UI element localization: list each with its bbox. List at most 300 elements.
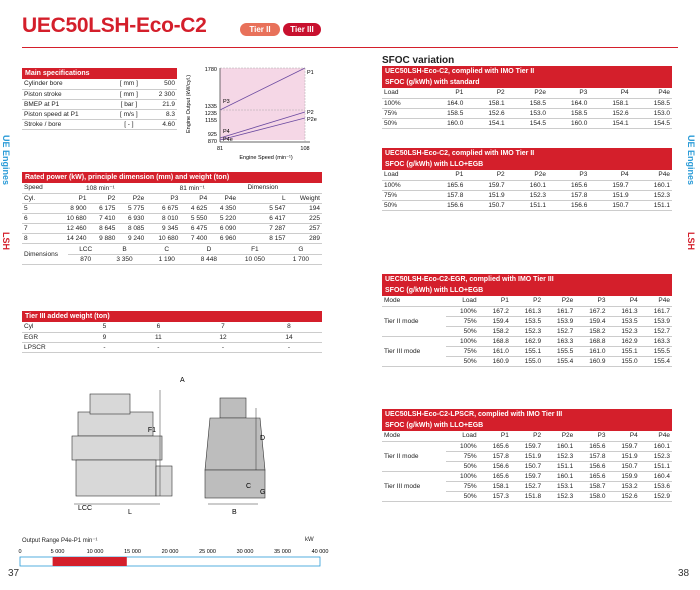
table-cell: 152.3	[631, 190, 672, 200]
table-cell: 50%	[382, 118, 424, 128]
side-tab-ue-engines-right: UE Engines	[686, 135, 696, 186]
rated-power-header: Rated power (kW), principle dimension (mm) and weight (ton)	[22, 172, 322, 183]
table-cell: 159.9	[607, 471, 639, 481]
table-row	[22, 79, 177, 89]
table-cell: 152.7	[511, 481, 543, 491]
table-row	[382, 441, 672, 451]
table-cell: 151.9	[511, 451, 543, 461]
point-label-p2e: P2e	[307, 117, 317, 123]
table-cell: 8 157	[238, 233, 287, 243]
table-cell: 158.7	[575, 481, 607, 491]
dim-value: 3 350	[103, 255, 145, 265]
table-cell: 155.5	[640, 346, 672, 356]
col-header: P1	[54, 193, 88, 203]
table-cell: 150.7	[465, 200, 506, 210]
col-header: P4	[607, 431, 639, 441]
table-cell: 161.3	[511, 306, 543, 316]
range-tick: 25 000	[199, 549, 216, 555]
table-cell: 158.5	[507, 98, 548, 108]
table-cell: 5 547	[238, 203, 287, 213]
col-header: P2	[511, 296, 543, 306]
table-cell: 6 960	[209, 233, 238, 243]
table-row	[22, 332, 322, 342]
table-cell: 151.8	[511, 491, 543, 501]
point-label-p4: P4	[223, 129, 230, 135]
col-header: P4e	[631, 170, 672, 180]
table-cell: 100%	[382, 180, 424, 190]
table-row	[22, 99, 177, 109]
table-row	[22, 245, 322, 255]
table-cell: 164.0	[548, 98, 589, 108]
table-cell: 158.5	[631, 98, 672, 108]
table-cell: 158.1	[479, 481, 511, 491]
col-header: P4	[589, 88, 630, 98]
x-tick: 108	[300, 146, 310, 152]
speed-81: 81 min⁻¹	[146, 183, 238, 193]
engine-drawing	[60, 370, 320, 530]
cyl-value: 6	[127, 322, 190, 332]
dim-header: F1	[230, 245, 280, 255]
dim-value: 8 448	[188, 255, 230, 265]
col-header: P3	[575, 296, 607, 306]
speed-108: 108 min⁻¹	[54, 183, 146, 193]
table-cell: 158.2	[575, 326, 607, 336]
table-cell: 152.3	[543, 491, 575, 501]
dim-value: 1 190	[146, 255, 188, 265]
main-specs-section	[22, 68, 177, 130]
table-cell: 14 240	[54, 233, 88, 243]
table-cell: 155.1	[511, 346, 543, 356]
weight-value: 12	[190, 332, 256, 342]
table-row	[22, 342, 322, 352]
table-cell: 8 900	[54, 203, 88, 213]
col-header: P1	[479, 431, 511, 441]
cyl-value: 7	[190, 322, 256, 332]
mode-label: Tier III mode	[382, 471, 446, 501]
side-tab-lsh-left: LSH	[1, 232, 11, 250]
col-header: P2e	[543, 296, 575, 306]
col-header: P2	[511, 431, 543, 441]
table-cell: 157.3	[479, 491, 511, 501]
dim-value: 870	[68, 255, 103, 265]
sfoc-grid	[382, 296, 672, 367]
table-cell: 165.6	[479, 441, 511, 451]
mode-label: Tier II mode	[382, 441, 446, 471]
y-axis-label: Engine Output (kW/cyl.)	[186, 74, 192, 134]
table-cell: 8 085	[117, 223, 146, 233]
table-cell: 12 460	[54, 223, 88, 233]
table-cell: 151.1	[543, 461, 575, 471]
table-row	[22, 183, 322, 193]
label-c: C	[246, 483, 252, 490]
side-tab-lsh-right: LSH	[686, 232, 696, 250]
sfoc-header: UEC50LSH-Eco-C2-LPSCR, complied with IMO Tier III	[382, 409, 672, 420]
range-fill	[53, 557, 127, 566]
col-header: Mode	[382, 296, 446, 306]
table-cell: 289	[288, 233, 322, 243]
engine-turbo	[90, 394, 130, 414]
table-cell: 75%	[382, 190, 424, 200]
table-cell: 156.6	[548, 200, 589, 210]
table-cell: 158.2	[479, 326, 511, 336]
table-cell: 153.9	[543, 316, 575, 326]
table-cell: 160.1	[631, 180, 672, 190]
col-header: P2e	[507, 170, 548, 180]
table-cell: 8 010	[146, 213, 180, 223]
col-header: Load	[446, 431, 479, 441]
table-cell: 160.0	[548, 118, 589, 128]
col-header: P1	[479, 296, 511, 306]
table-cell: 152.6	[607, 491, 639, 501]
label-l: L	[128, 509, 132, 516]
table-cell: 158.0	[575, 491, 607, 501]
table-cell: 10 680	[54, 213, 88, 223]
table-cell: 163.3	[640, 336, 672, 346]
table-row	[22, 119, 177, 129]
label-f1: F1	[147, 427, 156, 434]
table-cell: 75%	[446, 451, 479, 461]
table-cell: 8 645	[89, 223, 118, 233]
table-cell: 160.9	[575, 356, 607, 366]
sfoc-table-2	[382, 148, 672, 211]
table-cell: 9 880	[89, 233, 118, 243]
sfoc-subheader: SFOC (g/kWh) with LLO+EGB	[382, 420, 672, 431]
tier3-weight-header: Tier III added weight (ton)	[22, 311, 322, 322]
col-header: P4e	[209, 193, 238, 203]
table-cell: 100%	[446, 471, 479, 481]
col-header: L	[238, 193, 287, 203]
table-cell: 160.9	[479, 356, 511, 366]
table-cell: 151.1	[640, 461, 672, 471]
output-range-unit: kW	[305, 537, 314, 543]
table-cell: 6 675	[146, 203, 180, 213]
col-header: P4	[607, 296, 639, 306]
title-divider	[22, 47, 678, 48]
table-cell: 150.7	[589, 200, 630, 210]
output-range-label: Output Range P4e-P1 min⁻¹	[22, 538, 98, 544]
table-cell: 155.1	[607, 346, 639, 356]
col-header: Load	[382, 88, 424, 98]
table-cell: 158.1	[589, 98, 630, 108]
table-cell: 100%	[446, 336, 479, 346]
table-cell: 165.6	[479, 471, 511, 481]
table-cell: 150.7	[511, 461, 543, 471]
table-cell: 160.4	[640, 471, 672, 481]
table-cell: 165.6	[548, 180, 589, 190]
table-cell: 155.0	[511, 356, 543, 366]
dimensions-table	[22, 245, 322, 266]
table-cell: 160.1	[543, 441, 575, 451]
table-cell: 5	[22, 203, 54, 213]
sfoc-header: UEC50LSH-Eco-C2, complied with IMO Tier II	[382, 66, 672, 77]
table-cell: 154.1	[589, 118, 630, 128]
y-tick: 925	[207, 132, 217, 138]
table-row	[22, 322, 322, 332]
engine-top-block	[78, 412, 153, 436]
front-bedplate	[205, 470, 265, 498]
table-cell: 151.9	[589, 190, 630, 200]
table-cell: 151.1	[631, 200, 672, 210]
sfoc-grid	[382, 88, 672, 129]
table-cell: 161.0	[575, 346, 607, 356]
point-label-p1: P1	[307, 70, 314, 76]
table-cell: 161.7	[640, 306, 672, 316]
weight-value: 11	[127, 332, 190, 342]
engine-flywheel	[156, 466, 172, 496]
table-cell: 168.8	[575, 336, 607, 346]
y-tick: 1155	[205, 118, 217, 124]
table-row	[382, 471, 672, 481]
spec-unit: [ m/s ]	[112, 109, 146, 119]
table-cell: 156.6	[575, 461, 607, 471]
y-tick: 1335	[204, 104, 217, 110]
cyl-value: 5	[82, 322, 127, 332]
dim-value: 1 700	[280, 255, 322, 265]
col-header: P2	[89, 193, 118, 203]
table-cell: 163.3	[543, 336, 575, 346]
table-cell: 100%	[446, 306, 479, 316]
table-cell: 50%	[382, 200, 424, 210]
y-tick: 870	[207, 139, 217, 145]
dim-header: LCC	[68, 245, 103, 255]
table-cell: 151.1	[507, 200, 548, 210]
table-cell: 151.9	[465, 190, 506, 200]
table-cell: 75%	[446, 316, 479, 326]
rated-power-section	[22, 172, 322, 265]
label-a: A	[180, 377, 185, 384]
table-cell: 159.4	[575, 316, 607, 326]
range-tick: 10 000	[86, 549, 104, 555]
range-tick: 35 000	[274, 549, 291, 555]
col-header: P4e	[631, 88, 672, 98]
sfoc-table-1	[382, 66, 672, 129]
table-cell: 157.8	[575, 451, 607, 461]
table-row	[22, 203, 322, 213]
table-cell: 165.6	[575, 441, 607, 451]
table-cell: 160.1	[543, 471, 575, 481]
speed-label: Speed	[22, 183, 54, 193]
spec-value: 4.60	[146, 119, 177, 129]
dimension-label: Dimension	[238, 183, 287, 193]
dim-header: D	[188, 245, 230, 255]
main-specs-header: Main specifications	[22, 68, 177, 79]
table-cell: 154.5	[507, 118, 548, 128]
sfoc-table-4	[382, 409, 672, 502]
table-cell: 156.6	[479, 461, 511, 471]
table-cell: 153.5	[511, 316, 543, 326]
table-cell: 167.2	[479, 306, 511, 316]
tier3-weight-table	[22, 322, 322, 353]
col-header: P3	[146, 193, 180, 203]
cyl-label: Cyl.	[22, 193, 54, 203]
range-tick: 5 000	[50, 549, 65, 555]
page-title: UEC50LSH-Eco-C2	[22, 14, 207, 37]
table-cell: 257	[288, 223, 322, 233]
table-cell: 6 090	[209, 223, 238, 233]
table-cell: 6 417	[238, 213, 287, 223]
rated-power-table	[22, 183, 322, 244]
table-cell: 75%	[382, 108, 424, 118]
output-range-bar	[14, 543, 334, 573]
spec-label: Piston stroke	[22, 89, 112, 99]
table-cell: 159.4	[479, 316, 511, 326]
table-row	[382, 200, 672, 210]
range-tick: 20 000	[161, 549, 179, 555]
sfoc-header: UEC50LSH-Eco-C2, complied with IMO Tier II	[382, 148, 672, 159]
table-cell: 153.1	[543, 481, 575, 491]
table-cell: 153.5	[607, 316, 639, 326]
weight-value: -	[256, 342, 322, 352]
main-specs-table	[22, 79, 177, 130]
col-header: P1	[424, 170, 465, 180]
table-cell: 159.7	[465, 180, 506, 190]
table-cell: 100%	[382, 98, 424, 108]
label-g: G	[260, 489, 266, 496]
sfoc-grid	[382, 431, 672, 502]
table-cell: 152.6	[465, 108, 506, 118]
table-row	[22, 89, 177, 99]
table-cell: 5 550	[180, 213, 209, 223]
dimensions-label: Dimensions	[22, 245, 68, 265]
table-cell: 159.7	[511, 441, 543, 451]
side-tab-ue-engines-left: UE Engines	[1, 135, 11, 186]
table-cell: 162.9	[607, 336, 639, 346]
table-cell: 151.9	[607, 451, 639, 461]
table-cell: 155.4	[543, 356, 575, 366]
table-cell: 100%	[446, 441, 479, 451]
dim-value: 10 050	[230, 255, 280, 265]
sfoc-header: UEC50LSH-Eco-C2-EGR, complied with IMO Tier III	[382, 274, 672, 285]
table-row	[382, 306, 672, 316]
tier-ii-badge: Tier II	[240, 23, 280, 36]
table-cell: 75%	[446, 346, 479, 356]
point-label-p2: P2	[307, 110, 314, 116]
table-cell: 159.7	[589, 180, 630, 190]
sfoc-subheader: SFOC (g/kWh) with LLO+EGB	[382, 159, 672, 170]
range-tick: 40 000	[311, 549, 329, 555]
label-b: B	[232, 509, 237, 516]
table-cell: 153.0	[507, 108, 548, 118]
x-axis-label: Engine Speed (min⁻¹)	[239, 155, 293, 161]
cyl-value: 8	[256, 322, 322, 332]
tier3-weight-section	[22, 311, 322, 353]
table-cell: 164.0	[424, 98, 465, 108]
table-row	[382, 98, 672, 108]
table-cell: 4 350	[209, 203, 238, 213]
table-cell: 153.2	[607, 481, 639, 491]
table-cell: 6 175	[89, 203, 118, 213]
range-tick: 0	[18, 549, 22, 555]
table-cell: 6 475	[180, 223, 209, 233]
label-d: D	[260, 435, 266, 442]
table-cell: 165.6	[575, 471, 607, 481]
spec-value: 21.9	[146, 99, 177, 109]
table-cell: 10 680	[146, 233, 180, 243]
engine-layout-chart	[180, 62, 340, 170]
table-row	[22, 213, 322, 223]
table-cell: 7	[22, 223, 54, 233]
table-cell: 9 345	[146, 223, 180, 233]
table-cell: 152.3	[543, 451, 575, 461]
table-cell: 153.0	[631, 108, 672, 118]
col-header: P2e	[507, 88, 548, 98]
table-cell: 161.0	[479, 346, 511, 356]
table-cell: 7 400	[180, 233, 209, 243]
table-cell: 194	[288, 203, 322, 213]
table-cell: 156.6	[424, 200, 465, 210]
spec-value: 500	[146, 79, 177, 89]
table-cell: 154.1	[465, 118, 506, 128]
table-row	[382, 118, 672, 128]
weight-value: -	[127, 342, 190, 352]
col-header: Weight	[288, 193, 322, 203]
table-cell: 155.5	[543, 346, 575, 356]
table-row	[382, 190, 672, 200]
spec-unit: [ bar ]	[112, 99, 146, 109]
table-cell: 160.1	[640, 441, 672, 451]
engine-bedplate	[76, 460, 156, 496]
table-cell: 159.7	[511, 471, 543, 481]
col-header: Load	[382, 170, 424, 180]
table-cell: 6 930	[117, 213, 146, 223]
table-row	[382, 170, 672, 180]
table-cell: 50%	[446, 461, 479, 471]
table-cell: 5 775	[117, 203, 146, 213]
range-tick: 30 000	[236, 549, 254, 555]
dim-header: C	[146, 245, 188, 255]
table-cell: 50%	[446, 356, 479, 366]
table-cell: 152.7	[640, 326, 672, 336]
table-cell: 7 410	[89, 213, 118, 223]
row-label: LPSCR	[22, 342, 82, 352]
table-cell: 75%	[446, 481, 479, 491]
col-header: P2e	[543, 431, 575, 441]
table-cell: 158.1	[465, 98, 506, 108]
col-header: Mode	[382, 431, 446, 441]
row-label: EGR	[22, 332, 82, 342]
col-header: P4e	[640, 296, 672, 306]
spec-label: Cylinder bore	[22, 79, 112, 89]
table-cell: 160.0	[424, 118, 465, 128]
table-row	[22, 193, 322, 203]
table-cell: 155.4	[640, 356, 672, 366]
table-cell: 157.8	[424, 190, 465, 200]
page-number-left: 37	[8, 568, 20, 579]
engine-mid-block	[72, 436, 162, 460]
col-header: P2e	[117, 193, 146, 203]
table-cell: 5 220	[209, 213, 238, 223]
col-header: P4	[180, 193, 209, 203]
tier-iii-badge: Tier III	[283, 23, 321, 36]
weight-value: 14	[256, 332, 322, 342]
table-row	[382, 336, 672, 346]
table-cell: 152.3	[640, 451, 672, 461]
y-tick: 1235	[204, 111, 217, 117]
spec-value: 2 300	[146, 89, 177, 99]
point-label-p3: P3	[223, 99, 230, 105]
dim-header: G	[280, 245, 322, 255]
table-row	[22, 233, 322, 243]
page-number-right: 38	[678, 568, 690, 579]
engine-side-view	[72, 394, 172, 496]
table-cell: 155.0	[607, 356, 639, 366]
table-cell: 153.9	[640, 316, 672, 326]
y-tick: 1780	[204, 67, 217, 73]
table-cell: 158.5	[424, 108, 465, 118]
table-row	[22, 109, 177, 119]
table-row	[382, 108, 672, 118]
weight-value: -	[190, 342, 256, 352]
